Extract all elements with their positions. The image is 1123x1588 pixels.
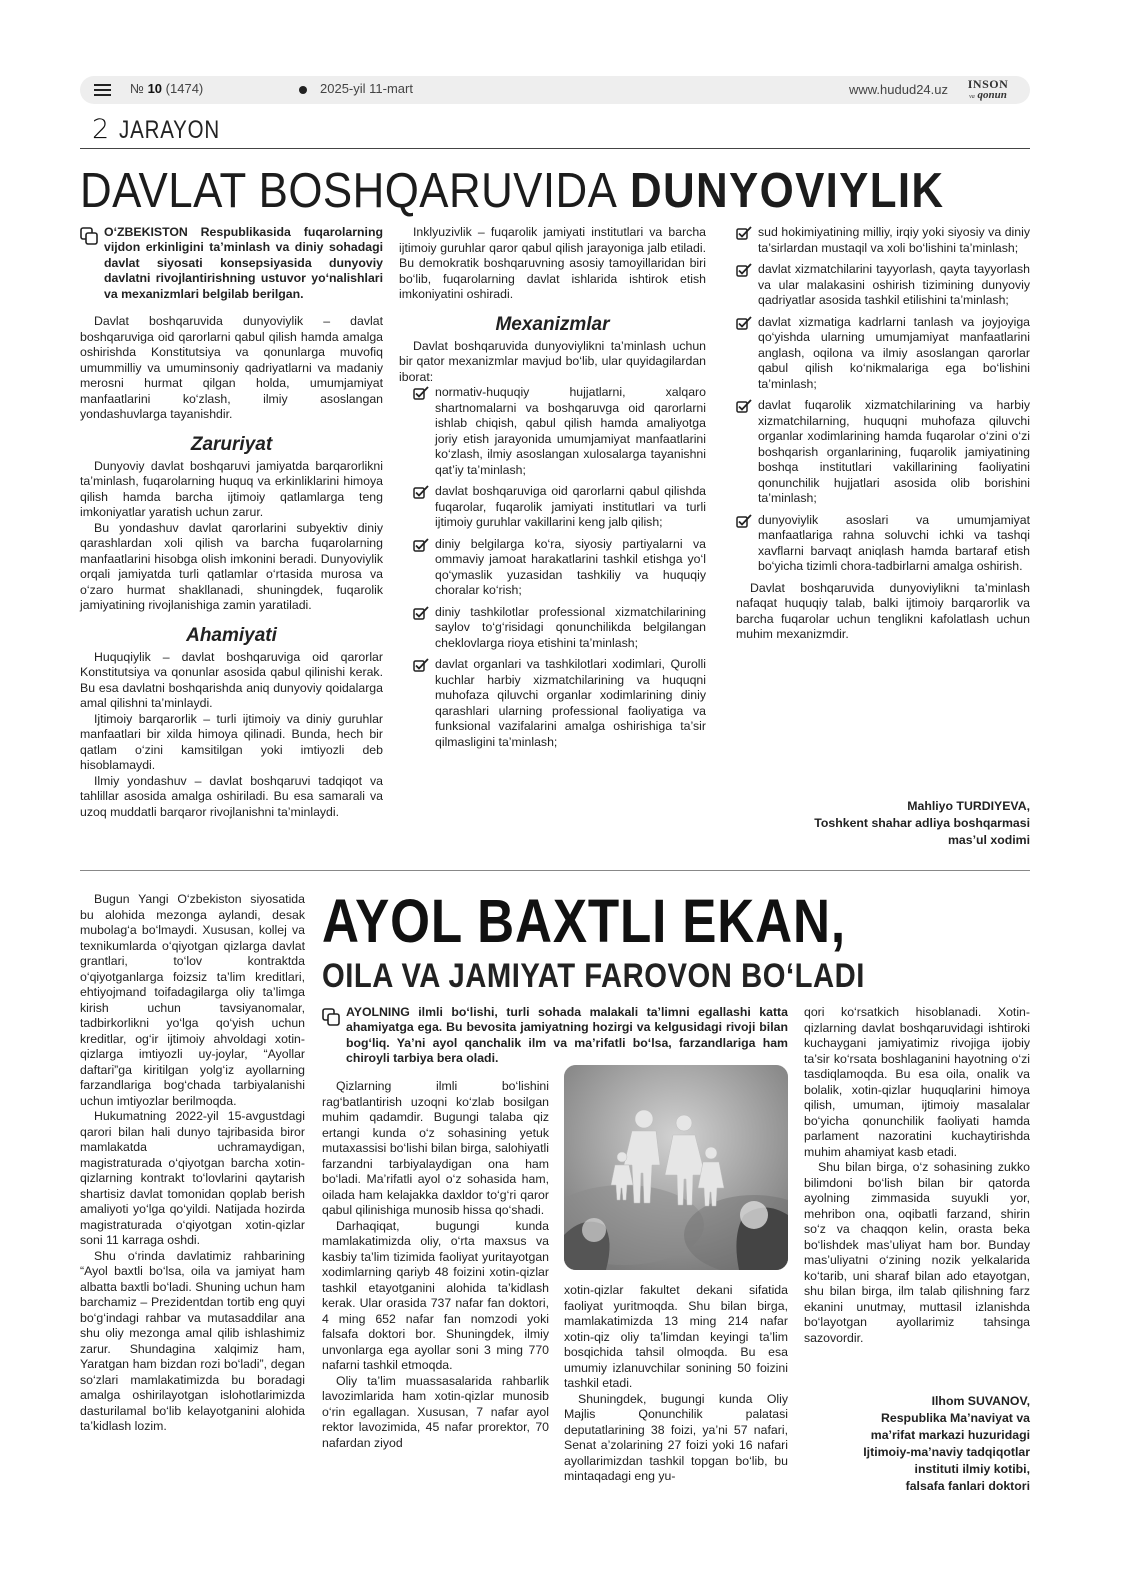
paragraph: Davlat boshqaruvida dunyoviylik – davlat boshqaruviga oid qarorlarni qabul qilish hamda amalga oshirishda Konstitutsiya va qonunlarga muvofiq umummilliy va umuminsoniy qadriyatlarni va madaniy merosni hurmat qilgan holda, umumjamiyat manfaatlarini ko‘zlash, ilmiy asoslangan yondashuvlarga tayanishdir. [80,314,383,422]
menu-icon[interactable] [94,84,111,96]
paragraph: Shu bilan birga, o‘z sohasining zukko bilimdoni bo‘lish bilan bir qatorda ayolning zimmasida suyukli yor, mehribon ona, oqibatli farzand, shirin so‘z va chaqqon kelin, orasta beka bo‘lishdek mas’uliyat ham bor. Bunday mas’uliyatni o‘zining nozik yelkalarida ko‘tarib, uni sharaf bilan ado etayotgan, shu bilan birga, ilm talab qilishning farz ekanini unutmay, muttasil izlanishda bo‘layotgan ayollarimiz tahsinga sazovordir. [804,1160,1030,1345]
checklist-item: davlat xizmatiga kadrlarni tanlash va joyjoyiga qo‘yishda ularning umumjamiyat manfaatlarini anglash, oqilona va ilmiy asoslangan qarorlar qabul qilish ko‘nikmalariga ega bo‘lishini ta’minlash; [736,315,1030,393]
copy-icon [322,1008,340,1026]
paragraph: Shuningdek, bugungi kunda Oliy Majlis Qonunchilik palatasi deputatlarining 38 foizi, ya’ni 57 nafari, Senat a’zolarining 27 foizi yoki 16 nafari ayollarimizdan tashkil topgan bo‘lib, bu mintaqadagi eng yu- [564,1391,788,1483]
article2-column-2 [322,1079,549,1451]
checklist-item: davlat fuqarolik xizmatchilarining va harbiy xizmatchilarning, huquqni muhofaza qiluvchi organlar xodimlarining hamda fuqarolar o‘zini o‘zi boshqarish organlarining, fuqarolik jamiyatining boshqa institutlari vakillarining faoliyatini qonunchilik hujjatlari asosida olib borishini ta’minlash; [736,398,1030,507]
paragraph: Dunyoviy davlat boshqaruvi jamiyatda barqarorlikni ta’minlash, fuqarolarning huquq va erkinliklarini himoya qilish hamda barcha ijtimoiy qatlamlarga teng imkoniyatlar yaratish uchun zarur. [80,458,383,520]
article1-headline: DAVLAT BOSHQARUVIDA DUNYOVIYLIK [80,164,945,218]
section-title: JARAYON [119,116,221,144]
masthead-bar [80,76,1030,104]
paragraph: Davlat boshqaruvida dunyoviylikni ta’minlash nafaqat huquqiy talab, balki ijtimoiy barqarorlik va barcha fuqarolar uchun tenglikni kafolatlash uchun muhim mexanizmdir. [736,580,1030,641]
article1-column-2 [399,225,706,756]
subheading-zaruriyat: Zaruriyat [190,433,273,455]
article2-byline: Ilhom SUVANOV, Respublika Ma’naviyat va ma’rifat markazi huzuridagi Ijtimoiy-ma’naviy tadqiqotlar instituti ilmiy kotibi, falsafa fanlari doktori [863,1394,1030,1493]
paragraph: Davlat boshqaruvida dunyoviylikni ta’minlash uchun bir qator mexanizmlar mavjud bo‘lib, ular quyidagilardan iborat: [399,338,706,384]
paragraph: Shu o‘rinda davlatimiz rahbarining “Ayol baxtli bo‘lsa, oila va jamiyat ham albatta baxtli bo‘ladi. Shuning uchun ham barchamiz – Prezidentdan tortib eng quyi bo‘g‘indagi rahbar va mutasaddilar ana shu oliy mezonga amal qilib ishlashimiz zarur. Shundagina xalqimiz ham, Yaratgan ham bizdan rozi bo‘ladi”, degan so‘zlari mamlakatimizda bu boradagi amalga oshirilayotgan islohotlarimizda dasturilamal bo‘lib kelayotganini alohida ta’kidlash lozim. [80,1248,305,1433]
checkbox-checked-icon [736,226,752,240]
family-paper-cutout-photo [564,1065,788,1270]
checkbox-checked-icon [736,263,752,277]
article1-column-3 [736,225,1030,643]
article1-column-1 [80,225,383,820]
checklist-item: normativ-huquqiy hujjatlarni, xalqaro shartnomalarni va boshqaruvga oid qarorlarni ishlab chiqish, qabul qilish hamda amaliyotga joriy etish jarayonida umumjamiyat manfaatlarini ko‘zlash, ilmiy asoslangan xulosalarga tayanishni qat’iy ta’minlash; [413,385,706,478]
divider [80,870,1030,871]
article2-headline: AYOL BAXTLI EKAN, [322,887,846,955]
subheading-mexanizmlar: Mexanizmlar [495,313,610,335]
checklist-item: davlat boshqaruviga oid qarorlarni qabul qilishda fuqarolar, fuqarolik jamiyati institutlari va turli ijtimoiy guruhlar vakillarini keng jalb qilish; [413,484,706,531]
article2-column-4 [804,1005,1030,1346]
checklist-item: dunyoviylik asoslari va umumjamiyat manfaatlariga rahna soluvchi ichki va tashqi xavflarni barvaqt aniqlash hamda bartaraf etish bo‘yicha tizimli chora-tadbirlarni amalga oshirish. [736,513,1030,575]
checklist-item: davlat xizmatchilarini tayyorlash, qayta tayyorlash va ular malakasini oshirish tizimining dunyoviy qadriyatlar asosida tashkil etilishini ta’minlash; [736,262,1030,309]
subheading-ahamiyati: Ahamiyati [186,624,277,646]
article2-subheadline: OILA VA JAMIYAT FAROVON BO‘LADI [322,957,865,995]
paragraph: Oliy ta’lim muassasalarida rahbarlik lavozimlarida ham xotin-qizlar munosib o‘rin egallagan. Xususan, 7 nafar ayol rektor lavozimida, 45 nafar prorektor, 70 nafardan ziyod [322,1373,549,1450]
separator-dot [299,86,307,94]
checkbox-checked-icon [736,514,752,528]
article2-column-3 [564,1283,788,1485]
checklist-item: diniy tashkilotlar professional xizmatchilarining saylov to‘g‘risidagi qonunchilikda belgilangan cheklovlarga rioya etishini ta’minlash; [413,605,706,652]
page-number: 2 [92,114,110,145]
paragraph: Bugun Yangi O‘zbekiston siyosatida bu alohida mezonga aylandi, desak mubolag‘a bo‘lmaydi. Xususan, kollej va texnikumlarda o‘qiyotgan qizlarga davlat grantlari, to‘lov kontraktda o‘qiyotganlarga foizsiz ta’lim kreditlari, ehtiyojmand toifadagilarga oliy ta’limga kirish uchun tavsiyanomalar, tadbirkorlikni yo‘lga qo‘yish uchun kreditlar, og‘ir ijtimoiy ahvoldagi xotin-qizlarga imtiyozli uy-joylar, “Ayollar daftari”ga kiritilgan yolg‘iz ayollarning farzandlariga bog‘chada tarbiyalanishi uchun imtiyozlar berilmoqda. [80,892,305,1108]
checkbox-checked-icon [413,606,429,620]
divider [80,148,1030,149]
checkbox-checked-icon [413,658,429,672]
checklist-item: diniy belgilarga ko‘ra, siyosiy partiyalarni va ommaviy jamoat harakatlarini tashkil etishga yo‘l qo‘ymaslik yuzasidan tashkiliy va huquqiy choralar ko‘rish; [413,537,706,599]
newspaper-logo: INSON va qonun [967,77,1009,101]
paragraph: Darhaqiqat, bugungi kunda mamlakatimizda oliy, o‘rta maxsus va kasbiy ta’lim tizimida faoliyat yuritayotgan xodimlarning qariyb 48 foizini xotin-qizlar tashkil etayotganini alohida ta’kidlash kerak. Ular orasida 737 nafar fan doktori, 4 ming 652 nafar fan nomzodi yoki falsafa doktori bor. Shuningdek, ilmiy unvonlarga ega ayollar soni 3 ming 770 nafarni tashkil etmoqda. [322,1218,549,1372]
checkbox-checked-icon [413,485,429,499]
article2-lead: AYOLNING ilmli bo‘lishi, turli sohada malakali ta’limni egallashi katta ahamiyatga ega. Bu bevosita jamiyatning hozirgi va kelgusidagi rivoji bilan bog‘liq. Ya’ni ayol qanchalik ilm va ma’rifatli bo‘lsa, farzandlariga ham chiroyli tarbiya bera oladi. [346,1005,788,1066]
paragraph: Huquqiylik – davlat boshqaruviga oid qarorlar Konstitutsiya va qonunlar asosida qabul qilinishi kerak. Bu esa davlatni boshqarishda aniq dunyoviy qoidalarga amal qilishni ta’minlaydi. [80,649,383,711]
article1-lead: O‘ZBEKISTON Respublikasida fuqarolarning vijdon erkinligini ta’minlash va diniy sohadagi davlat siyosati konsepsiyasida dunyoviy davlatni rivojlantirishning ustuvor yo‘nalishlari va mexanizmlari belgilab berilgan. [104,225,383,301]
checkbox-checked-icon [413,386,429,400]
paragraph: Inklyuzivlik – fuqarolik jamiyati institutlari va barcha ijtimoiy guruhlar qaror qabul qilish jarayoniga jalb etiladi. Bu demokratik boshqaruvning asosiy tamoyillaridan biri bo‘lib, fuqarolarning davlat ishlarida ishtirok etish imkoniyatini oshiradi. [399,225,706,301]
paragraph: xotin-qizlar fakultet dekani sifatida faoliyat yuritmoqda. Shu bilan birga, mamlakatimizda 13 ming 214 nafar xotin-qiz oliy ta’limdan keyingi ta’lim bosqichida tahsil olmoqda. Bu esa umumiy izlanuvchilar sonining 50 foizini tashkil etadi. [564,1283,788,1390]
paragraph: Qizlarning ilmli bo‘lishini rag‘batlantirish uzoqni ko‘zlab bosilgan muhim qadamdir. Bugungi talaba qiz ertangi kunda o‘z sohasining yetuk mutaxassisi bo‘lishi bilan birga, salohiyatli farzandni tarbiyalaydigan ona ham bo‘ladi. Ma’rifatli ayol o‘z sohasida ham, oilada ham kelajakka daxldor to‘g‘ri qaror qabul qilinishiga munosib hissa qo‘shadi. [322,1079,549,1217]
checkbox-checked-icon [736,316,752,330]
paragraph: qori ko‘rsatkich hisoblanadi. Xotin-qizlarning davlat boshqaruvidagi ishtiroki kuchaygani jamiyatimiz rivojiga ijobiy ta’sir ko‘rsata boshlaganini hayotning o‘zi tasdiqlamoqda. Bu esa oila, onalik va bolalik, xotin-qizlar huquqlarini himoya qilish, umuman, ijtimoiy masalalar bo‘yicha qonunchilik faoliyati hamda parlament nazoratini kuchaytirishda muhim ahamiyat kasb etadi. [804,1005,1030,1159]
article1-byline: Mahliyo TURDIYEVA, Toshkent shahar adliya boshqarmasi mas’ul xodimi [814,799,1030,847]
paragraph: Hukumatning 2022-yil 15-avgustdagi qarori bilan hali dunyo tajribasida biror mamlakatda uchramaydigan, magistraturada o‘qiyotgan barcha xotin-qizlarning kontrakt to‘lovlarini qaytarish shartisiz davlat tomonidan qoplab berish amaliyoti yo‘lga qo‘yildi. Natijada hozirda magistraturada o‘qiyotgan xotin-qizlar soni 11 karraga oshdi. [80,1109,305,1247]
paragraph: Ilmiy yondashuv – davlat boshqaruvi tadqiqot va tahlillar asosida amalga oshiriladi. Bu esa samarali va uzoq muddatli barqaror rivojlanishni ta’minlaydi. [80,773,383,819]
article2-column-1 [80,892,305,1435]
family-figures-image [564,1065,788,1270]
paragraph: Bu yondashuv davlat qarorlarini subyektiv diniy qarashlardan xoli qilish va barcha fuqarolarning manfaatlarini hisobga olish imkonini beradi. Dunyoviylik orqali jamiyatda turli qatlamlar o‘rtasida murosa va o‘zaro hurmat shakllanadi, shuningdek, fuqarolik jamiyatining rivojlanishiga zamin yaratiladi. [80,520,383,613]
issue-date: 2025-yil 11-mart [320,81,413,96]
checklist-item: davlat organlari va tashkilotlari xodimlari, Qurolli kuchlar harbiy xizmatchilarining va huquqni muhofaza qiluvchi organlar xodimlarining diniy qarashlari ularning professional faoliyatiga va funksional vazifalarini amalga oshirishiga ta’sir qilmasligini ta’minlash; [413,657,706,750]
checkbox-checked-icon [413,538,429,552]
website-link[interactable]: www.hudud24.uz [848,82,948,97]
checkbox-checked-icon [736,399,752,413]
paragraph: Ijtimoiy barqarorlik – turli ijtimoiy va diniy guruhlar manfaatlari bir xilda himoya qilinadi. Bunda, hech bir qatlam o‘zini kamsitilgan yoki imtiyozli deb hisoblamaydi. [80,711,383,773]
issue-number: № 10 (1474) [130,81,204,96]
checklist-item: sud hokimiyatining milliy, irqiy yoki siyosiy va diniy ta’sirlardan mustaqil va xoli bo‘lishini ta’minlash; [736,225,1030,256]
